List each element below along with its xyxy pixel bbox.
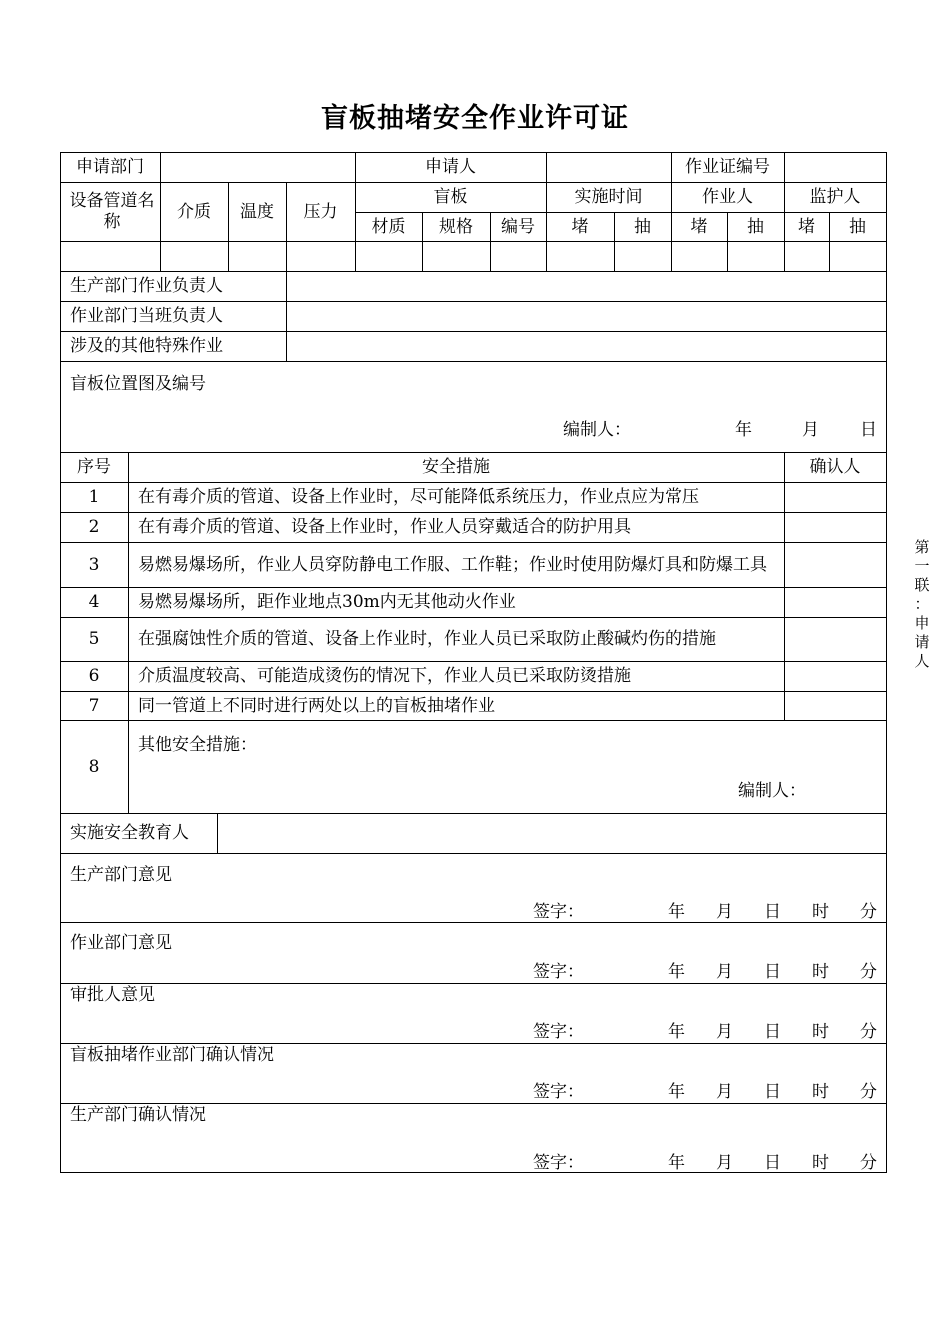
blind-map-preparer: 编制人： [563, 420, 631, 440]
blind-map-month: 月 [802, 420, 819, 440]
permit-no-label: 作业证编号 [685, 157, 770, 177]
measure-text: 同一管道上不同时进行两处以上的盲板抽堵作业 [138, 695, 495, 716]
time-minute: 分 [860, 902, 877, 922]
time-day: 日 [764, 902, 781, 922]
measure-text: 在强腐蚀性介质的管道、设备上作业时，作业人员已采取防止酸碱灼伤的措施 [138, 629, 716, 649]
opinion-label: 生产部门意见 [70, 865, 172, 885]
time-hour: 时 [812, 1082, 829, 1102]
time-hour: 时 [812, 1153, 829, 1173]
opinion-label: 作业部门意见 [70, 933, 172, 953]
time-year: 年 [668, 902, 685, 922]
opinion-label: 审批人意见 [70, 985, 155, 1005]
measure-text-header: 安全措施 [422, 457, 490, 477]
time-day: 日 [764, 1153, 781, 1173]
measure-no: 6 [88, 666, 100, 686]
shift-leader-label: 作业部门当班负责人 [70, 306, 223, 326]
time-day: 日 [764, 1082, 781, 1102]
applicant-label: 申请人 [425, 157, 476, 177]
measure-text: 其他安全措施： [138, 735, 257, 755]
measure-no: 7 [88, 695, 100, 716]
sign-label: 签字： [533, 1082, 584, 1102]
time-year: 年 [668, 962, 685, 982]
other-measures-preparer: 编制人： [738, 781, 806, 801]
measure-text: 易燃易爆场所，距作业地点30m内无其他动火作业 [138, 592, 516, 612]
sign-label: 签字： [533, 1022, 584, 1042]
opinion-label: 生产部门确认情况 [70, 1105, 206, 1125]
time-month: 月 [716, 1082, 733, 1102]
time-minute: 分 [860, 1022, 877, 1042]
document-title: 盲板抽堵安全作业许可证 [321, 103, 629, 134]
measure-no: 8 [88, 756, 100, 777]
time-minute: 分 [860, 1153, 877, 1173]
time-col-header: 实施时间 [574, 187, 643, 207]
time-minute: 分 [860, 962, 877, 982]
other-work-label: 涉及的其他特殊作业 [70, 336, 223, 356]
time-hour: 时 [812, 1022, 829, 1042]
measure-text: 在有毒介质的管道、设备上作业时，尽可能降低系统压力，作业点应为常压 [138, 487, 699, 507]
time-hour: 时 [812, 962, 829, 982]
worker-block-header: 堵 [690, 216, 708, 237]
blind-col-header: 盲板 [433, 187, 468, 207]
measure-text: 易燃易爆场所，作业人员穿防静电工作服、工作鞋；作业时使用防爆灯具和防爆工具 [138, 554, 767, 575]
copy-note-text: 第 一 联 ： 申 请 人 [914, 538, 930, 670]
time-month: 月 [716, 902, 733, 922]
measure-no: 5 [88, 629, 100, 649]
time-day: 日 [764, 1022, 781, 1042]
sign-label: 签字： [533, 1153, 584, 1173]
time-pull-header: 抽 [634, 216, 651, 237]
time-block-header: 堵 [571, 216, 589, 237]
measure-text: 介质温度较高、可能造成烫伤的情况下，作业人员已采取防烫措施 [138, 666, 631, 686]
spec-col-header: 规格 [439, 216, 473, 237]
measure-text: 在有毒介质的管道、设备上作业时，作业人员穿戴适合的防护用具 [138, 517, 631, 537]
sign-label: 签字： [533, 902, 584, 922]
pressure-col-header: 压力 [303, 201, 338, 222]
time-year: 年 [668, 1022, 685, 1042]
measure-no-header: 序号 [77, 457, 111, 477]
copy-note [913, 538, 931, 671]
equipment-col-header: 设备管道名称 [69, 190, 155, 232]
time-month: 月 [716, 962, 733, 982]
guardian-col-header: 监护人 [809, 187, 861, 207]
worker-pull-header: 抽 [747, 216, 764, 237]
temperature-col-header: 温度 [240, 201, 274, 222]
opinion-label: 盲板抽堵作业部门确认情况 [70, 1045, 274, 1065]
prod-leader-label: 生产部门作业负责人 [70, 276, 223, 296]
education-label: 实施安全教育人 [70, 823, 189, 843]
blind-map-year: 年 [735, 420, 752, 440]
medium-col-header: 介质 [177, 201, 211, 222]
worker-col-header: 作业人 [702, 187, 753, 207]
guardian-block-header: 堵 [798, 216, 815, 237]
blind-map-day: 日 [860, 420, 877, 440]
time-month: 月 [716, 1022, 733, 1042]
measure-no: 4 [88, 592, 100, 612]
measure-no: 2 [88, 517, 100, 537]
guardian-pull-header: 抽 [849, 216, 866, 237]
time-year: 年 [668, 1153, 685, 1173]
time-minute: 分 [860, 1082, 877, 1102]
time-month: 月 [716, 1153, 733, 1173]
measure-no: 3 [88, 554, 100, 575]
time-year: 年 [668, 1082, 685, 1102]
time-day: 日 [764, 962, 781, 982]
confirmer-header: 确认人 [809, 457, 861, 477]
measure-no: 1 [88, 487, 100, 507]
material-col-header: 材质 [371, 216, 406, 237]
number-col-header: 编号 [501, 216, 535, 237]
time-hour: 时 [812, 902, 829, 922]
blind-map-label: 盲板位置图及编号 [70, 374, 206, 394]
apply-dept-label: 申请部门 [76, 157, 144, 177]
sign-label: 签字： [533, 962, 584, 982]
